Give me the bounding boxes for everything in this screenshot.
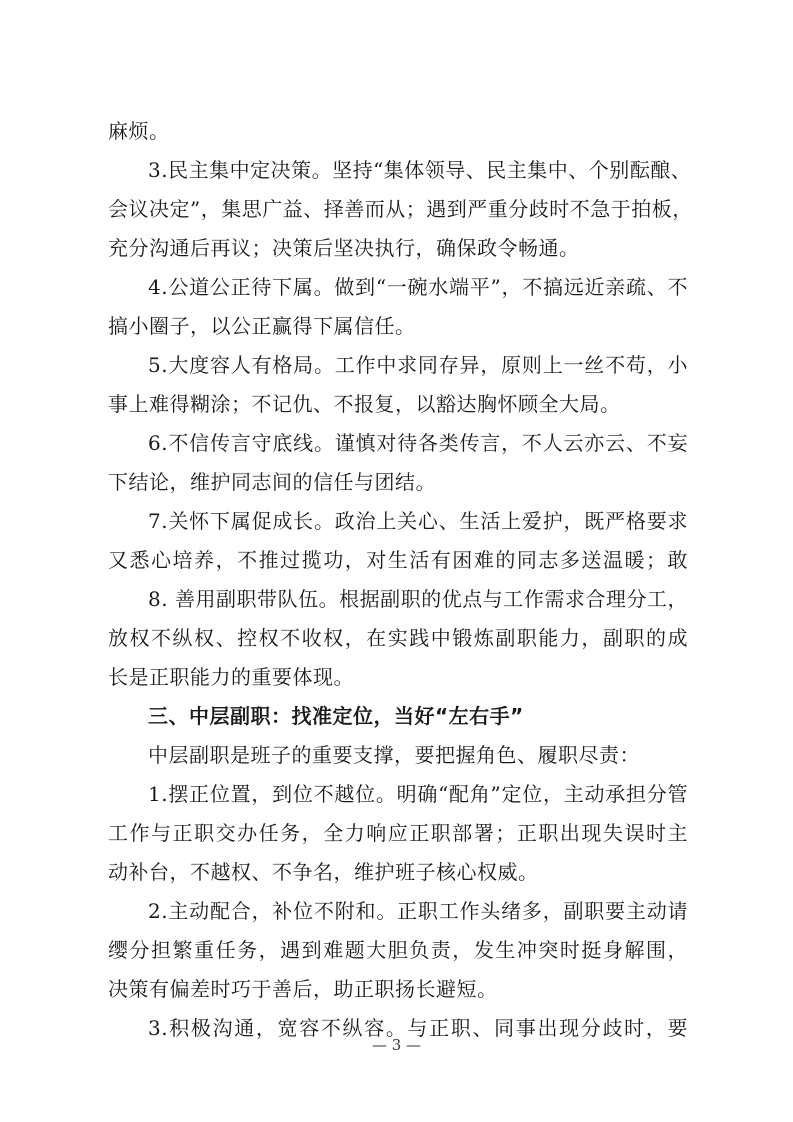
paragraph-line: 放权不纵权、控权不收权，在实践中锻炼副职能力，副职的成 — [108, 626, 688, 650]
paragraph-line: 3.民主集中定决策。坚持“集体领导、民主集中、个别酝酿、 — [148, 158, 692, 182]
paragraph-line: 3.积极沟通，宽容不纵容。与正职、同事出现分歧时，要 — [148, 1016, 688, 1040]
paragraph-line: 工作与正职交办任务，全力响应正职部署；正职出现失误时主 — [108, 821, 688, 845]
paragraph-line: 会议决定”，集思广益、择善而从；遇到严重分歧时不急于拍板， — [108, 197, 693, 221]
paragraph-line: 事上难得糊涂；不记仇、不报复，以豁达胸怀顾全大局。 — [108, 392, 621, 416]
document-body — [108, 112, 693, 1048]
page-number: — 3 — — [371, 1036, 422, 1054]
paragraph-line: 1.摆正位置，到位不越位。明确“配角”定位，主动承担分管 — [148, 782, 688, 806]
paragraph-line: 6.不信传言守底线。谨慎对待各类传言，不人云亦云、不妄 — [148, 431, 688, 455]
paragraph-line: 中层副职是班子的重要支撑，要把握角色、履职尽责： — [148, 743, 640, 767]
paragraph-line: 4.公道公正待下属。做到“一碗水端平”，不搞远近亲疏、不 — [148, 275, 688, 299]
paragraph-line: 7.关怀下属促成长。政治上关心、生活上爱护，既严格要求 — [148, 509, 688, 533]
paragraph-line: 2.主动配合，补位不附和。正职工作头绪多，副职要主动请 — [148, 899, 688, 923]
paragraph-line: 长是正职能力的重要体现。 — [108, 665, 354, 689]
paragraph-line: 搞小圈子，以公正赢得下属信任。 — [108, 314, 416, 338]
paragraph-line: 充分沟通后再议；决策后坚决执行，确保政令畅通。 — [108, 236, 580, 260]
paragraph-line: 决策有偏差时巧于善后，助正职扬长避短。 — [108, 977, 498, 1001]
paragraph-line: 缨分担繁重任务，遇到难题大胆负责，发生冲突时挺身解围， — [108, 938, 688, 962]
paragraph-line: 5.大度容人有格局。工作中求同存异，原则上一丝不苟，小 — [148, 353, 688, 377]
paragraph-line: 麻烦。 — [108, 119, 170, 143]
paragraph-line: 下结论，维护同志间的信任与团结。 — [108, 470, 436, 494]
paragraph-line: 动补台，不越权、不争名，维护班子核心权威。 — [108, 860, 539, 884]
section-heading: 三、中层副职：找准定位，当好“左右手” — [148, 704, 524, 728]
paragraph-line: 又悉心培养，不推过揽功，对生活有困难的同志多送温暖；敢 — [108, 548, 688, 572]
paragraph-line: 8. 善用副职带队伍。根据副职的优点与工作需求合理分工， — [148, 587, 688, 611]
